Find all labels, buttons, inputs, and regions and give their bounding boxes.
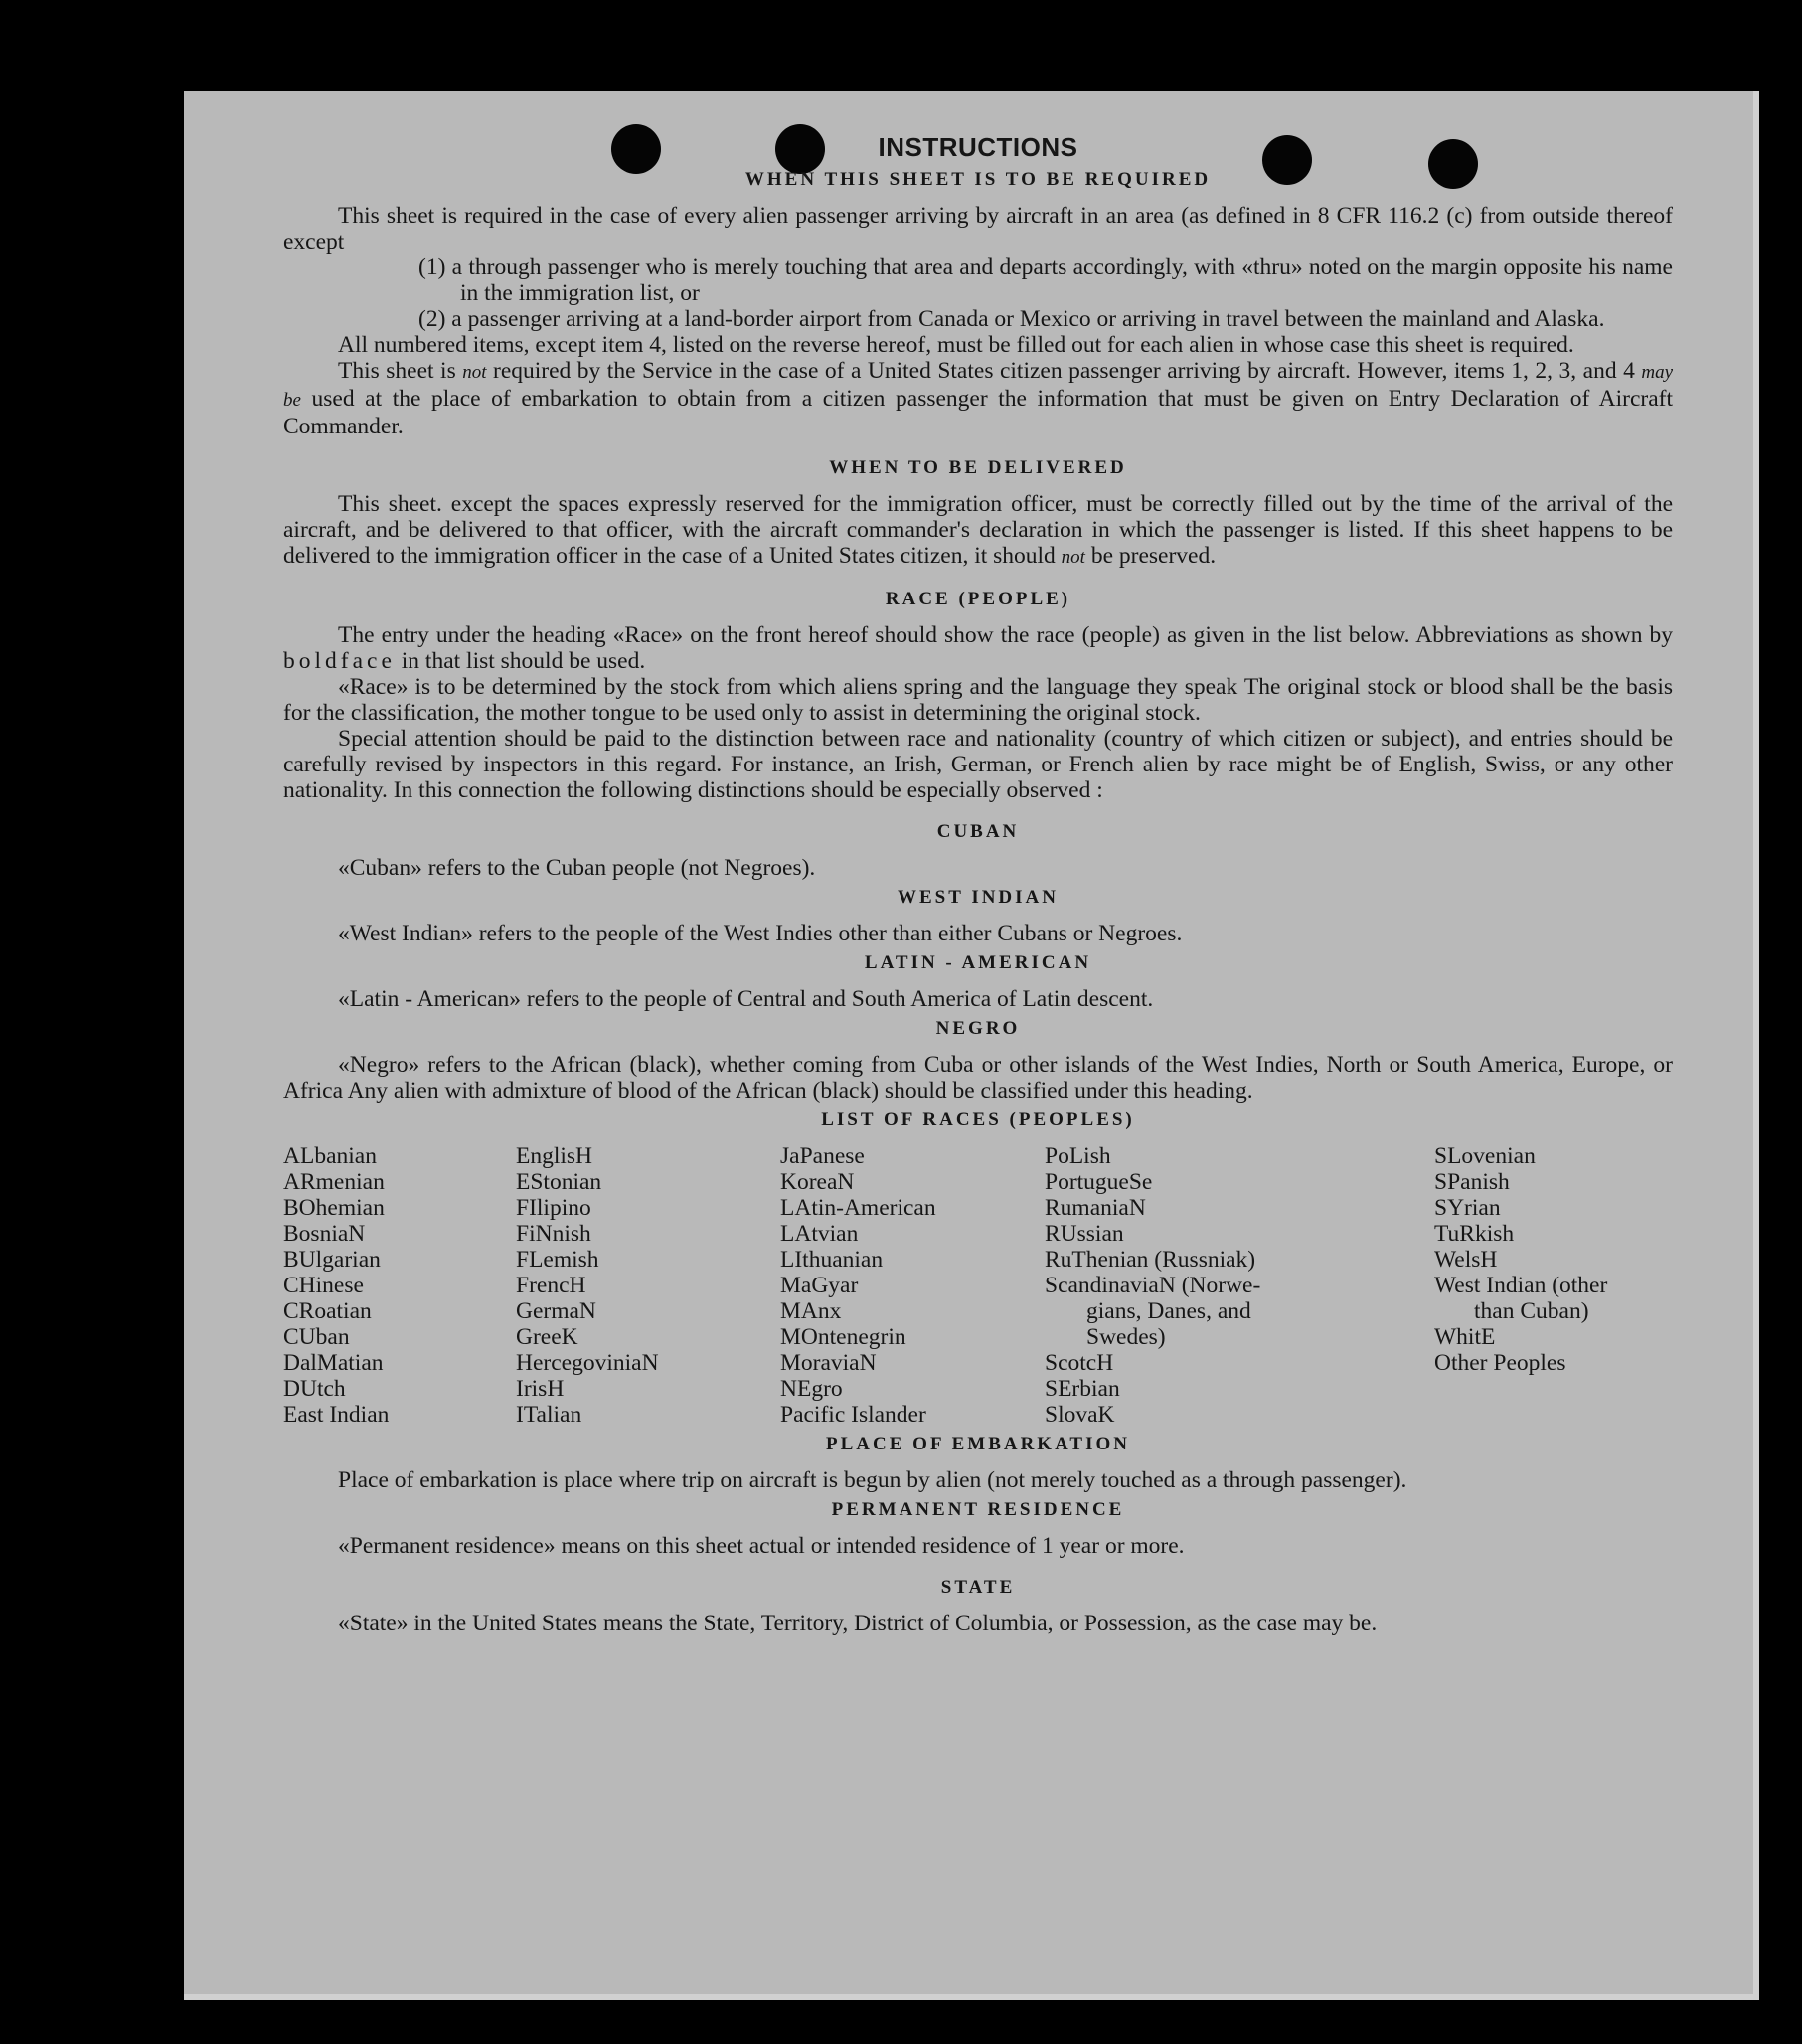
race-entry: RUssian xyxy=(1045,1221,1124,1247)
race-entry: LIthuanian xyxy=(780,1247,884,1273)
race-entry: West Indian (other xyxy=(1434,1273,1608,1298)
races-column-3 xyxy=(780,1143,1045,1428)
race-entry: SlovaK xyxy=(1045,1402,1115,1428)
heading-negro: NEGRO xyxy=(935,1018,1021,1039)
heading-cuban: CUBAN xyxy=(936,821,1020,842)
document-sheet xyxy=(184,91,1759,2000)
exception-item-2: (2) a passenger arriving at a land-border airport from Canada or Mexico or arriving in travel between the mainland and Alaska. xyxy=(418,306,1605,332)
race-entry: EStonian xyxy=(516,1169,602,1195)
para-numbered-items: All numbered items, except item 4, listed on the reverse hereof, must be filled out for each alien in whose case this sheet is required. xyxy=(338,332,1574,358)
race-entry: EnglisH xyxy=(516,1143,593,1169)
heading-latin-american: LATIN - AMERICAN xyxy=(864,952,1092,973)
para-negro: «Negro» refers to the African (black), whether coming from Cuba or other islands of the West Indies, North or South America, Europe, or Africa Any alien with admixture of blood of the African (black) should be classified under this heading. xyxy=(283,1052,1673,1104)
race-entry: BUlgarian xyxy=(283,1247,381,1273)
document-content xyxy=(283,131,1673,1636)
race-entry-continued: Swedes) xyxy=(1086,1324,1166,1350)
race-entry: JaPanese xyxy=(780,1143,865,1169)
race-entry: PortugueSe xyxy=(1045,1169,1153,1195)
para-citizen-b: required by the Service in the case of a United States citizen passenger arriving by aircraft. However, items 1, 2, 3, and 4 xyxy=(493,358,1635,384)
para-delivered-a: This sheet. except the spaces expressly reserved for the immigration officer, must be correctly filled out by the time of the arrival of the aircraft, and be delivered to that officer, with the aircraft commander's declaration in which the passenger is listed. If this sheet happens to be delivered to the immigration officer in the case of a United States citizen, it should xyxy=(283,491,1673,569)
races-column-1 xyxy=(283,1143,516,1428)
exception-item-1: (1) a through passenger who is merely touching that area and departs accordingly, with «thru» noted on the margin opposite his name in the immigration list, or xyxy=(418,255,1673,306)
para-citizen-a: This sheet is xyxy=(338,358,456,384)
heading-permanent-residence: PERMANENT RESIDENCE xyxy=(831,1499,1125,1520)
race-entry: IrisH xyxy=(516,1376,565,1402)
para-citizen-c: used at the place of embarkation to obtain from a citizen passenger the information that must be given on Entry Declaration of Aircraft Commander. xyxy=(283,386,1674,439)
race-entry: HercegoviniaN xyxy=(516,1350,659,1376)
race-entry: NEgro xyxy=(780,1376,843,1402)
emphasis-not-2: not xyxy=(1061,547,1085,568)
para-latin-american: «Latin - American» refers to the people of Central and South America of Latin descent. xyxy=(338,986,1154,1012)
race-entry: LAtvian xyxy=(780,1221,859,1247)
race-entry: WelsH xyxy=(1434,1247,1498,1273)
race-entry: TuRkish xyxy=(1434,1221,1515,1247)
race-entry-continued: gians, Danes, and xyxy=(1086,1298,1251,1324)
race-entry: CUban xyxy=(283,1324,350,1350)
race-entry: SLovenian xyxy=(1434,1143,1536,1169)
race-entry: GreeK xyxy=(516,1324,578,1350)
para-delivered xyxy=(283,491,1673,571)
race-entry: BOhemian xyxy=(283,1195,385,1221)
race-entry: Pacific Islander xyxy=(780,1402,926,1428)
race-entry: MoraviaN xyxy=(780,1350,877,1376)
race-entry: KoreaN xyxy=(780,1169,855,1195)
race-entry: ScotcH xyxy=(1045,1350,1114,1376)
races-column-4 xyxy=(1045,1143,1434,1428)
para-west-indian: «West Indian» refers to the people of the West Indies other than either Cubans or Negroes. xyxy=(338,921,1183,946)
race-entry: PoLish xyxy=(1045,1143,1111,1169)
heading-when-delivered: WHEN TO BE DELIVERED xyxy=(829,457,1127,478)
race-entry: FLemish xyxy=(516,1247,599,1273)
race-entry: RumaniaN xyxy=(1045,1195,1146,1221)
race-entry: SYrian xyxy=(1434,1195,1501,1221)
para-cuban: «Cuban» refers to the Cuban people (not Negroes). xyxy=(338,855,816,881)
race-entry: MOntenegrin xyxy=(780,1324,906,1350)
race-entry: LAtin-American xyxy=(780,1195,936,1221)
race-entry: ScandinaviaN (Norwe- xyxy=(1045,1273,1261,1298)
heading-place-of-embarkation: PLACE OF EMBARKATION xyxy=(826,1434,1130,1454)
race-entry: MAnx xyxy=(780,1298,842,1324)
heading-state: STATE xyxy=(940,1577,1016,1598)
races-list xyxy=(283,1143,1673,1428)
para-race-1 xyxy=(283,622,1673,674)
race-entry: CHinese xyxy=(283,1273,364,1298)
heading-west-indian: WEST INDIAN xyxy=(898,887,1059,908)
races-column-2 xyxy=(516,1143,780,1428)
race-entry: FrencH xyxy=(516,1273,586,1298)
race-entry: DalMatian xyxy=(283,1350,384,1376)
race-entry: ARmenian xyxy=(283,1169,385,1195)
race-entry-continued: than Cuban) xyxy=(1474,1298,1589,1324)
race-entry: East Indian xyxy=(283,1402,390,1428)
race-entry: Other Peoples xyxy=(1434,1350,1566,1376)
para-race-2: «Race» is to be determined by the stock from which aliens spring and the language they speak The original stock or blood shall be the basis for the classification, the mother tongue to be used only to assist in determining the original stock. xyxy=(283,674,1673,726)
para-race-3: Special attention should be paid to the distinction between race and nationality (country of which citizen or subject), and entries should be carefully revised by inspectors in this regard. For instance, an Irish, German, or French alien by race might be of English, Swiss, or any other nationality. In this connection the following distinctions should be especially observed : xyxy=(283,726,1673,803)
heading-race: RACE (PEOPLE) xyxy=(885,589,1071,609)
para-permanent-residence: «Permanent residence» means on this sheet actual or intended residence of 1 year or more. xyxy=(338,1533,1185,1559)
race-entry: WhitE xyxy=(1434,1324,1496,1350)
emphasis-may-be: may be xyxy=(283,362,1673,411)
race-entry: FiNnish xyxy=(516,1221,591,1247)
race-entry: CRoatian xyxy=(283,1298,372,1324)
emphasis-not: not xyxy=(462,362,487,383)
race-entry: SPanish xyxy=(1434,1169,1510,1195)
heading-when-required: WHEN THIS SHEET IS TO BE REQUIRED xyxy=(744,169,1212,190)
para-place-of-embarkation: Place of embarkation is place where trip on aircraft is begun by alien (not merely touched as a through passenger). xyxy=(338,1467,1407,1493)
race-entry: BosniaN xyxy=(283,1221,366,1247)
race-entry: RuThenian (Russniak) xyxy=(1045,1247,1256,1273)
para-citizen xyxy=(283,358,1673,439)
word-boldface: boldface xyxy=(283,648,396,674)
race-entry: SErbian xyxy=(1045,1376,1120,1402)
races-column-5 xyxy=(1434,1143,1673,1428)
race-entry: ITalian xyxy=(516,1402,582,1428)
race-entry: DUtch xyxy=(283,1376,346,1402)
para-race-1a: The entry under the heading «Race» on the front hereof should show the race (people) as given in the list below. Abbreviations as shown by xyxy=(338,622,1673,648)
para-delivered-b: be preserved. xyxy=(1090,543,1217,569)
para-state: «State» in the United States means the State, Territory, District of Columbia, or Possession, as the case may be. xyxy=(338,1611,1378,1636)
race-entry: GermaN xyxy=(516,1298,596,1324)
heading-list-of-races: LIST OF RACES (PEOPLES) xyxy=(821,1109,1135,1130)
race-entry: FIlipino xyxy=(516,1195,591,1221)
page-title: INSTRUCTIONS xyxy=(878,132,1078,162)
race-entry: MaGyar xyxy=(780,1273,859,1298)
para-required: This sheet is required in the case of every alien passenger arriving by aircraft in an area (as defined in 8 CFR 116.2 (c) from outside thereof except xyxy=(283,203,1673,255)
race-entry: ALbanian xyxy=(283,1143,377,1169)
para-race-1b: in that list should be used. xyxy=(401,648,646,674)
